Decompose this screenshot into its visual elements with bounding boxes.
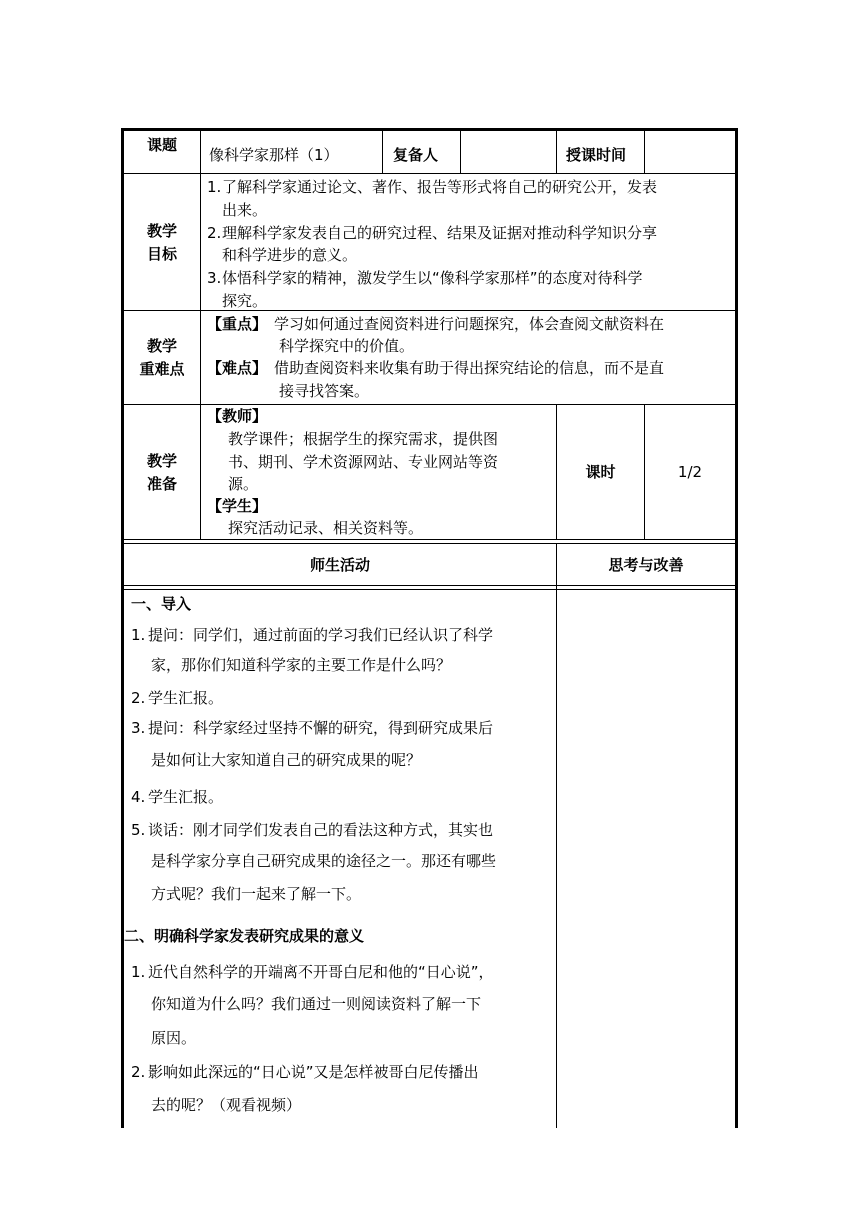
- teacher-line2: 书、期刊、学术资源网站、专业网站等资: [228, 453, 499, 471]
- step-number: 2.: [131, 1063, 146, 1081]
- focus-tag: 【重点】: [207, 315, 268, 333]
- focus-line1: 学习如何通过查阅资料进行问题探究，体会查阅文献资料在: [274, 315, 665, 333]
- goal-text-line2: 出来。: [222, 201, 268, 219]
- section2-title: 二、明确科学家发表研究成果的意义: [124, 927, 365, 945]
- difficulty-line1: 借助查阅资料来收集有助于得出探究结论的信息，而不是直: [274, 359, 665, 377]
- step-line: 家，那你们知道科学家的主要工作是什么吗？: [151, 656, 452, 674]
- step-line: 提问：科学家经过坚持不懈的研究，得到研究成果后: [148, 719, 494, 737]
- focus-line2: 科学探究中的价值。: [279, 337, 415, 355]
- step-line: 学生汇报。: [148, 689, 224, 707]
- step-line: 去的呢？（观看视频）: [151, 1096, 302, 1114]
- activities-header-left: 师生活动: [309, 556, 370, 574]
- step-line: 是科学家分享自己研究成果的途径之一。那还有哪些: [151, 852, 497, 870]
- student-line1: 探究活动记录、相关资料等。: [228, 519, 424, 537]
- step-line: 谈话：刚才同学们发表自己的看法这种方式，其实也: [148, 821, 494, 839]
- preparation-label-line2: 准备: [146, 475, 177, 493]
- period-value: 1/2: [677, 463, 703, 481]
- activities-header-right: 思考与改善: [608, 556, 684, 574]
- goals-label-line2: 目标: [146, 245, 177, 263]
- step-line: 你知道为什么吗？我们通过一则阅读资料了解一下: [151, 995, 482, 1013]
- goal-text-line1: 了解科学家通过论文、著作、报告等形式将自己的研究公开，发表: [222, 178, 658, 196]
- key-points-label-line1: 教学: [146, 337, 177, 355]
- goal-text-line2: 探究。: [222, 292, 268, 310]
- step-number: 1.: [131, 626, 146, 644]
- preparation-label-line1: 教学: [146, 452, 177, 470]
- step-number: 2.: [131, 689, 146, 707]
- step-line: 近代自然科学的开端离不开哥白尼和他的“日心说”，: [148, 963, 494, 981]
- goals-label-line1: 教学: [146, 222, 177, 240]
- step-line: 影响如此深远的“日心说”又是怎样被哥白尼传播出: [148, 1063, 479, 1081]
- step-line: 是如何让大家知道自己的研究成果的呢？: [151, 751, 422, 769]
- goal-number: 1.: [207, 178, 222, 196]
- goal-number: 2.: [207, 224, 222, 242]
- step-line: 提问：同学们，通过前面的学习我们已经认识了科学: [148, 626, 494, 644]
- key-points-label-line2: 重难点: [139, 360, 185, 378]
- difficulty-tag: 【难点】: [207, 359, 268, 377]
- goal-text-line1: 理解科学家发表自己的研究过程、结果及证据对推动科学知识分享: [222, 224, 658, 242]
- topic-value: 像科学家那样（1）: [209, 146, 339, 164]
- teacher-line1: 教学课件；根据学生的探究需求，提供图: [228, 430, 499, 448]
- student-tag: 【学生】: [207, 497, 268, 515]
- preparation-label: [124, 450, 200, 495]
- difficulty-line2: 接寻找答案。: [279, 382, 370, 400]
- section1-title: 一、导入: [131, 595, 192, 613]
- co-prep-label: 复备人: [393, 146, 439, 164]
- time-label: 授课时间: [566, 146, 627, 164]
- step-number: 5.: [131, 821, 146, 839]
- step-number: 1.: [131, 963, 146, 981]
- goal-number: 3.: [207, 269, 222, 287]
- step-line: 原因。: [151, 1029, 197, 1047]
- goal-text-line1: 体悟科学家的精神，激发学生以“像科学家那样”的态度对待科学: [222, 269, 643, 287]
- topic-label: 课题: [146, 136, 177, 154]
- period-label: 课时: [585, 463, 616, 481]
- key-points-label: [124, 335, 200, 380]
- step-number: 4.: [131, 788, 146, 806]
- teacher-line3: 源。: [228, 475, 259, 493]
- step-number: 3.: [131, 719, 146, 737]
- teacher-tag: 【教师】: [207, 407, 268, 425]
- step-line: 方式呢？我们一起来了解一下。: [151, 885, 362, 903]
- step-line: 学生汇报。: [148, 788, 224, 806]
- goals-label: [124, 220, 200, 265]
- goal-text-line2: 和科学进步的意义。: [222, 246, 358, 264]
